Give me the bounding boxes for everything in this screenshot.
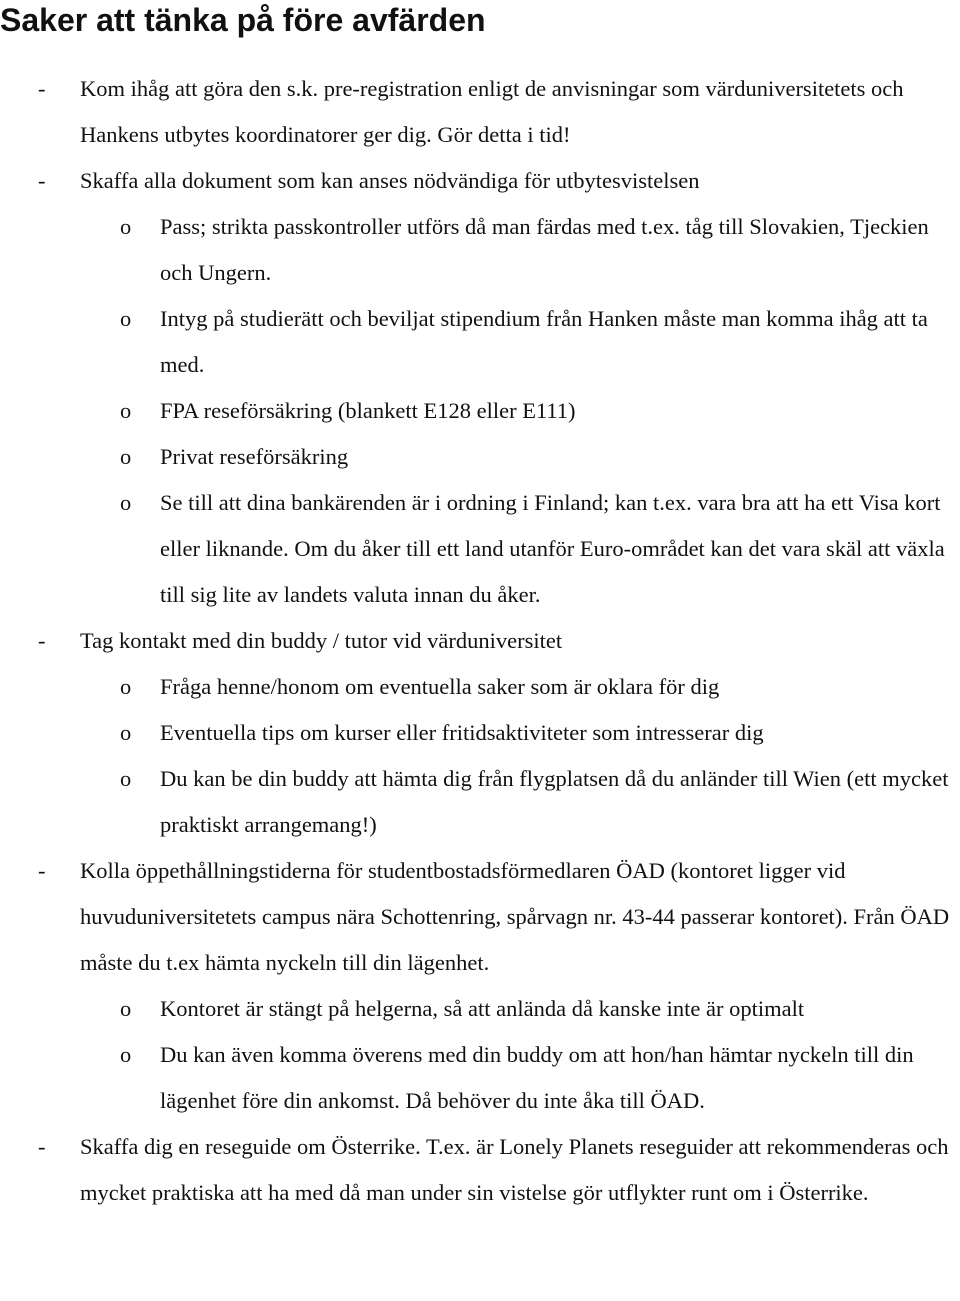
- sub-list-item: [0, 480, 960, 618]
- list-item: [0, 848, 960, 986]
- circle-bullet: o: [120, 214, 132, 239]
- list-item-text: Se till att dina bankärenden är i ordning i Finland; kan t.ex. vara bra att ha ett Visa kort eller liknande. Om du åker till ett land utanför Euro-området kan det vara skäl att växla till sig lite av landets valuta innan du åker.: [160, 490, 945, 607]
- dash-bullet: -: [38, 628, 46, 653]
- sub-list-item: [0, 1032, 960, 1124]
- circle-bullet: o: [120, 674, 132, 699]
- circle-bullet: o: [120, 1042, 132, 1067]
- list-item-text: Du kan även komma överens med din buddy om att hon/han hämtar nyckeln till din lägenhet före din ankomst. Då behöver du inte åka till ÖAD.: [160, 1042, 914, 1113]
- list-item-text: Tag kontakt med din buddy / tutor vid värduniversitet: [80, 628, 563, 653]
- dash-bullet: -: [38, 858, 46, 883]
- list-item: [0, 618, 960, 664]
- list-item-text: Kontoret är stängt på helgerna, så att anlända då kanske inte är optimalt: [160, 996, 805, 1021]
- sub-list-item: [0, 434, 960, 480]
- checklist: [0, 66, 960, 1216]
- sub-list-item: [0, 664, 960, 710]
- sub-list-item: [0, 296, 960, 388]
- list-item-text: Kom ihåg att göra den s.k. pre-registration enligt de anvisningar som värduniversitetets och Hankens utbytes koordinatorer ger dig. Gör detta i tid!: [80, 76, 904, 147]
- list-item: [0, 1124, 960, 1216]
- circle-bullet: o: [120, 766, 132, 791]
- list-item-text: Intyg på studierätt och beviljat stipendium från Hanken måste man komma ihåg att ta med.: [160, 306, 928, 377]
- list-item-text: FPA reseförsäkring (blankett E128 eller E111): [160, 398, 576, 423]
- circle-bullet: o: [120, 398, 132, 423]
- circle-bullet: o: [120, 490, 132, 515]
- list-item-text: Eventuella tips om kurser eller fritidsaktiviteter som intresserar dig: [160, 720, 764, 745]
- dash-bullet: -: [38, 76, 46, 101]
- list-item-text: Kolla öppethållningstiderna för studentbostadsförmedlaren ÖAD (kontoret ligger vid huvuduniversitetets campus nära Schottenring, spårvagn nr. 43-44 passerar kontoret). Från ÖAD måste du t.ex hämta nyckeln till din lägenhet.: [80, 858, 950, 975]
- dash-bullet: -: [38, 1134, 46, 1159]
- list-item-text: Skaffa alla dokument som kan anses nödvändiga för utbytesvistelsen: [80, 168, 700, 193]
- sub-list-item: [0, 204, 960, 296]
- list-item-text: Privat reseförsäkring: [160, 444, 349, 469]
- list-item-text: Fråga henne/honom om eventuella saker som är oklara för dig: [160, 674, 720, 699]
- sub-list-item: [0, 756, 960, 848]
- sub-list-item: [0, 986, 960, 1032]
- list-item-text: Du kan be din buddy att hämta dig från flygplatsen då du anländer till Wien (ett mycket praktiskt arrangemang!): [160, 766, 949, 837]
- circle-bullet: o: [120, 444, 132, 469]
- sub-list-item: [0, 388, 960, 434]
- sub-list-item: [0, 710, 960, 756]
- dash-bullet: -: [38, 168, 46, 193]
- circle-bullet: o: [120, 720, 132, 745]
- list-item-text: Skaffa dig en reseguide om Österrike. T.ex. är Lonely Planets reseguider att rekommenderas och mycket praktiska att ha med då man under sin vistelse gör utflykter runt om i Österrike.: [80, 1134, 949, 1205]
- page-title: Saker att tänka på före avfärden: [0, 2, 486, 38]
- circle-bullet: o: [120, 996, 132, 1021]
- circle-bullet: o: [120, 306, 132, 331]
- list-item: [0, 158, 960, 204]
- list-item: [0, 66, 960, 158]
- list-item-text: Pass; strikta passkontroller utförs då man färdas med t.ex. tåg till Slovakien, Tjeckien och Ungern.: [160, 214, 929, 285]
